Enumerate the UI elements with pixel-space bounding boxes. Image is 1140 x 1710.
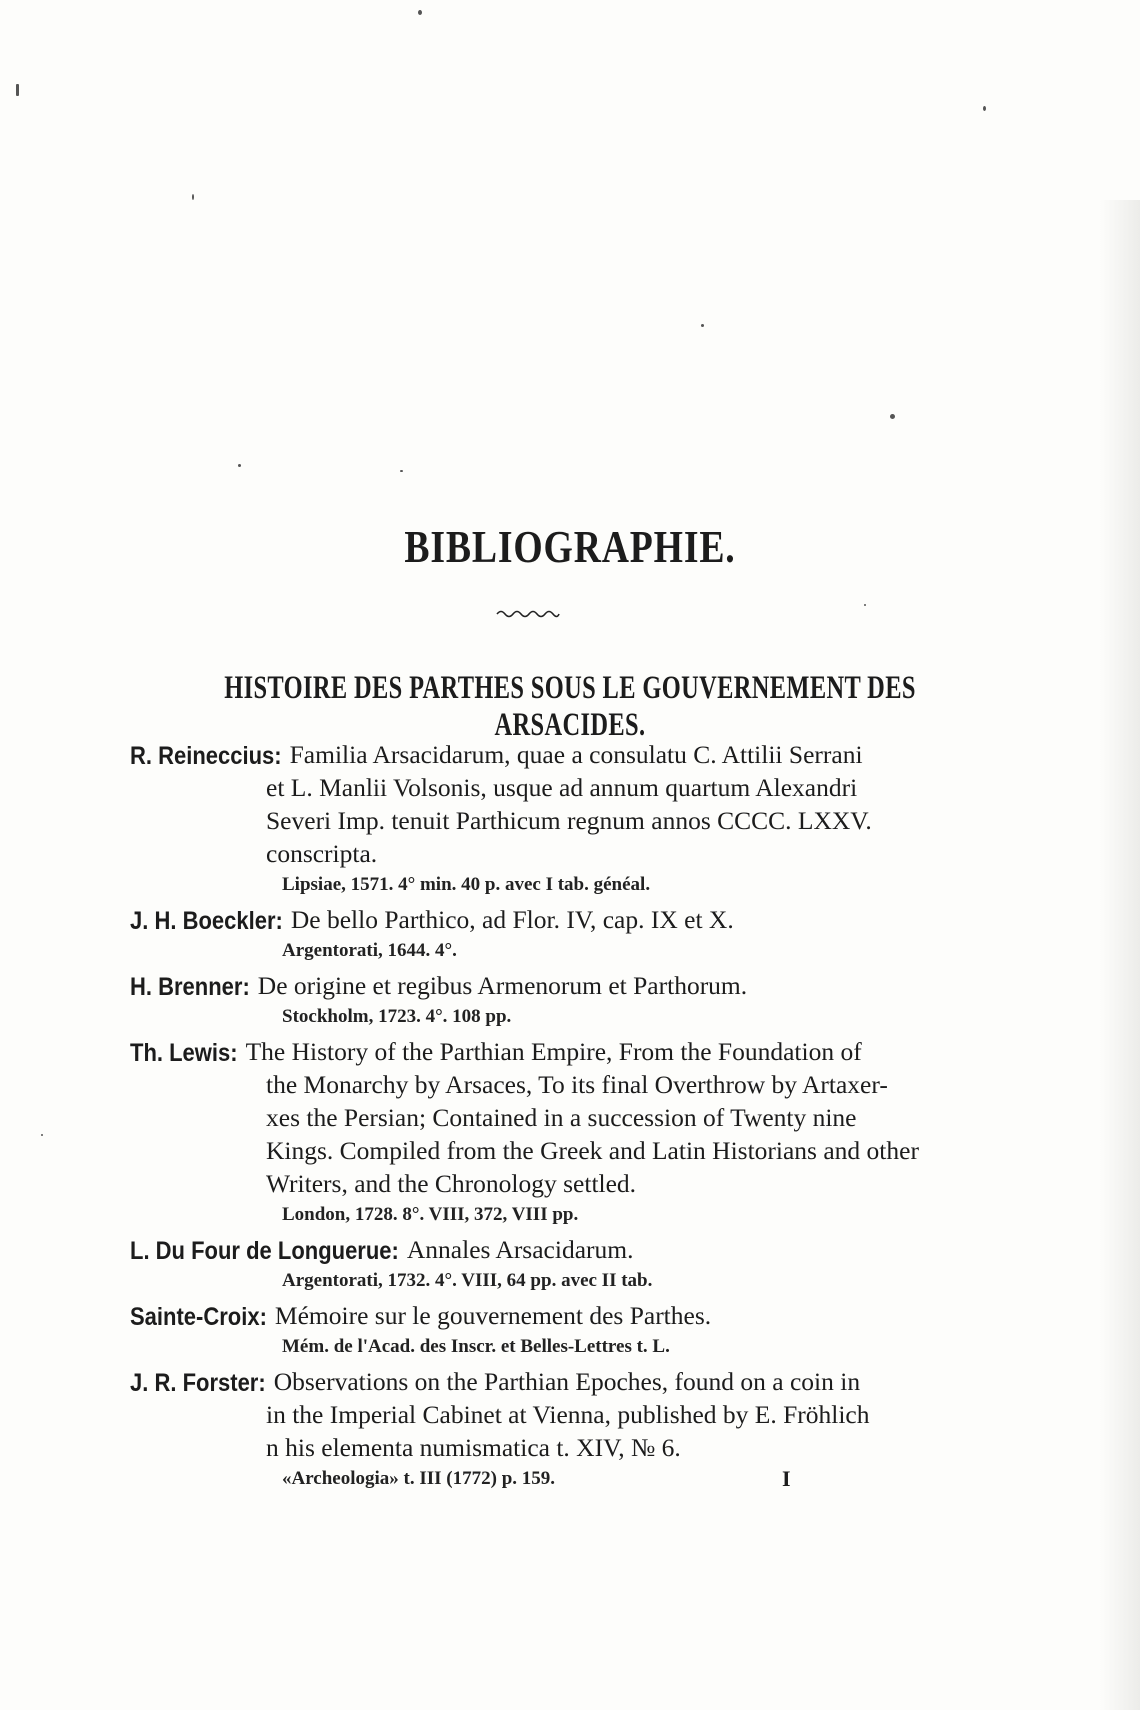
print-speck [983,106,986,111]
entry-title-text: et L. Manlii Volsonis, usque ad annum quartum Alexandri [266,773,858,802]
bibliography-entry [130,1365,925,1494]
entry-continuation-line [130,1134,925,1167]
entry-title-text: The History of the Parthian Empire, From the Foundation of [245,1037,862,1066]
entry-author: Sainte-Croix: [130,1302,267,1331]
entry-publication: Argentorati, 1732. 4°. VIII, 64 pp. avec II tab. [282,1270,653,1291]
entry-publication: «Archeologia» t. III (1772) p. 159. [282,1468,556,1489]
entry-first-line [130,903,925,936]
entry-title-text: Kings. Compiled from the Greek and Latin Historians and other [266,1136,919,1165]
entry-continuation-line [130,1101,925,1134]
section-heading: HISTOIRE DES PARTHES SOUS LE GOUVERNEMENT DES ARSACIDES. [224,670,916,743]
entry-title-text: Annales Arsacidarum. [406,1235,634,1264]
bibliography-entry [130,969,925,1032]
print-speck [418,10,422,15]
entry-author: J. R. Forster: [130,1368,266,1397]
entry-title-text: conscripta. [266,839,378,868]
entry-first-line [130,1035,925,1068]
entry-title-text: in the Imperial Cabinet at Vienna, published by E. Fröhlich [266,1400,870,1429]
entry-first-line [130,1233,925,1266]
print-speck [864,604,866,606]
entry-author: J. H. Boeckler: [130,906,283,935]
entry-title-text: Familia Arsacidarum, quae a consulatu C. Attilii Serrani [289,740,863,769]
bibliography-list [130,738,925,1497]
entry-title-text: the Monarchy by Arsaces, To its final Overthrow by Artaxer- [266,1070,888,1099]
entry-title-text: Severi Imp. tenuit Parthicum regnum annos CCCC. LXXV. [266,806,872,835]
entry-continuation-line [130,1398,925,1431]
entry-title-text: Observations on the Parthian Epoches, found on a coin in [273,1367,861,1396]
entry-title-text: De bello Parthico, ad Flor. IV, cap. IX et X. [290,905,734,934]
entry-continuation-line [130,804,925,837]
entry-first-line [130,1365,925,1398]
print-speck [890,414,895,419]
bibliography-entry [130,1233,925,1296]
entry-title-text: n his elementa numismatica t. XIV, № 6. [266,1433,681,1462]
entry-publication: Lipsiae, 1571. 4° min. 40 p. avec I tab. généal. [282,874,651,895]
page-title: BIBLIOGRAPHIE. [404,521,736,572]
bibliography-entry [130,1035,925,1230]
entry-author: L. Du Four de Longuerue: [130,1236,399,1265]
entry-publication: Stockholm, 1723. 4°. 108 pp. [282,1006,512,1027]
print-speck [41,1134,43,1136]
page-edge-shadow [1100,200,1140,1710]
entry-publication: Mém. de l'Acad. des Inscr. et Belles-Lettres t. L. [282,1336,670,1357]
bibliography-entry [130,738,925,900]
entry-first-line [130,738,925,771]
entry-publication: Argentorati, 1644. 4°. [282,940,457,961]
entry-title-text: xes the Persian; Contained in a succession of Twenty nine [266,1103,857,1132]
entry-continuation-line [130,1167,925,1200]
entry-title-text: Writers, and the Chronology settled. [266,1169,637,1198]
title-ornament [495,608,561,620]
bibliography-entry [130,1299,925,1362]
print-speck [192,194,194,200]
entry-continuation-line [130,837,925,870]
print-speck [238,464,241,467]
page-number: I [782,1466,791,1491]
entry-title-text: Mémoire sur le gouvernement des Parthes. [274,1301,712,1330]
print-speck [16,84,19,96]
entry-author: R. Reineccius: [130,741,282,770]
entry-author: H. Brenner: [130,972,250,1001]
entry-first-line [130,969,925,1002]
entry-title-text: De origine et regibus Armenorum et Parthorum. [257,971,748,1000]
bibliography-entry [130,903,925,966]
print-speck [400,470,403,472]
entry-continuation-line [130,1431,925,1464]
entry-continuation-line [130,771,925,804]
entry-publication: London, 1728. 8°. VIII, 372, VIII pp. [282,1204,579,1225]
entry-continuation-line [130,1068,925,1101]
entry-first-line [130,1299,925,1332]
entry-author: Th. Lewis: [130,1038,238,1067]
print-speck [701,324,704,327]
